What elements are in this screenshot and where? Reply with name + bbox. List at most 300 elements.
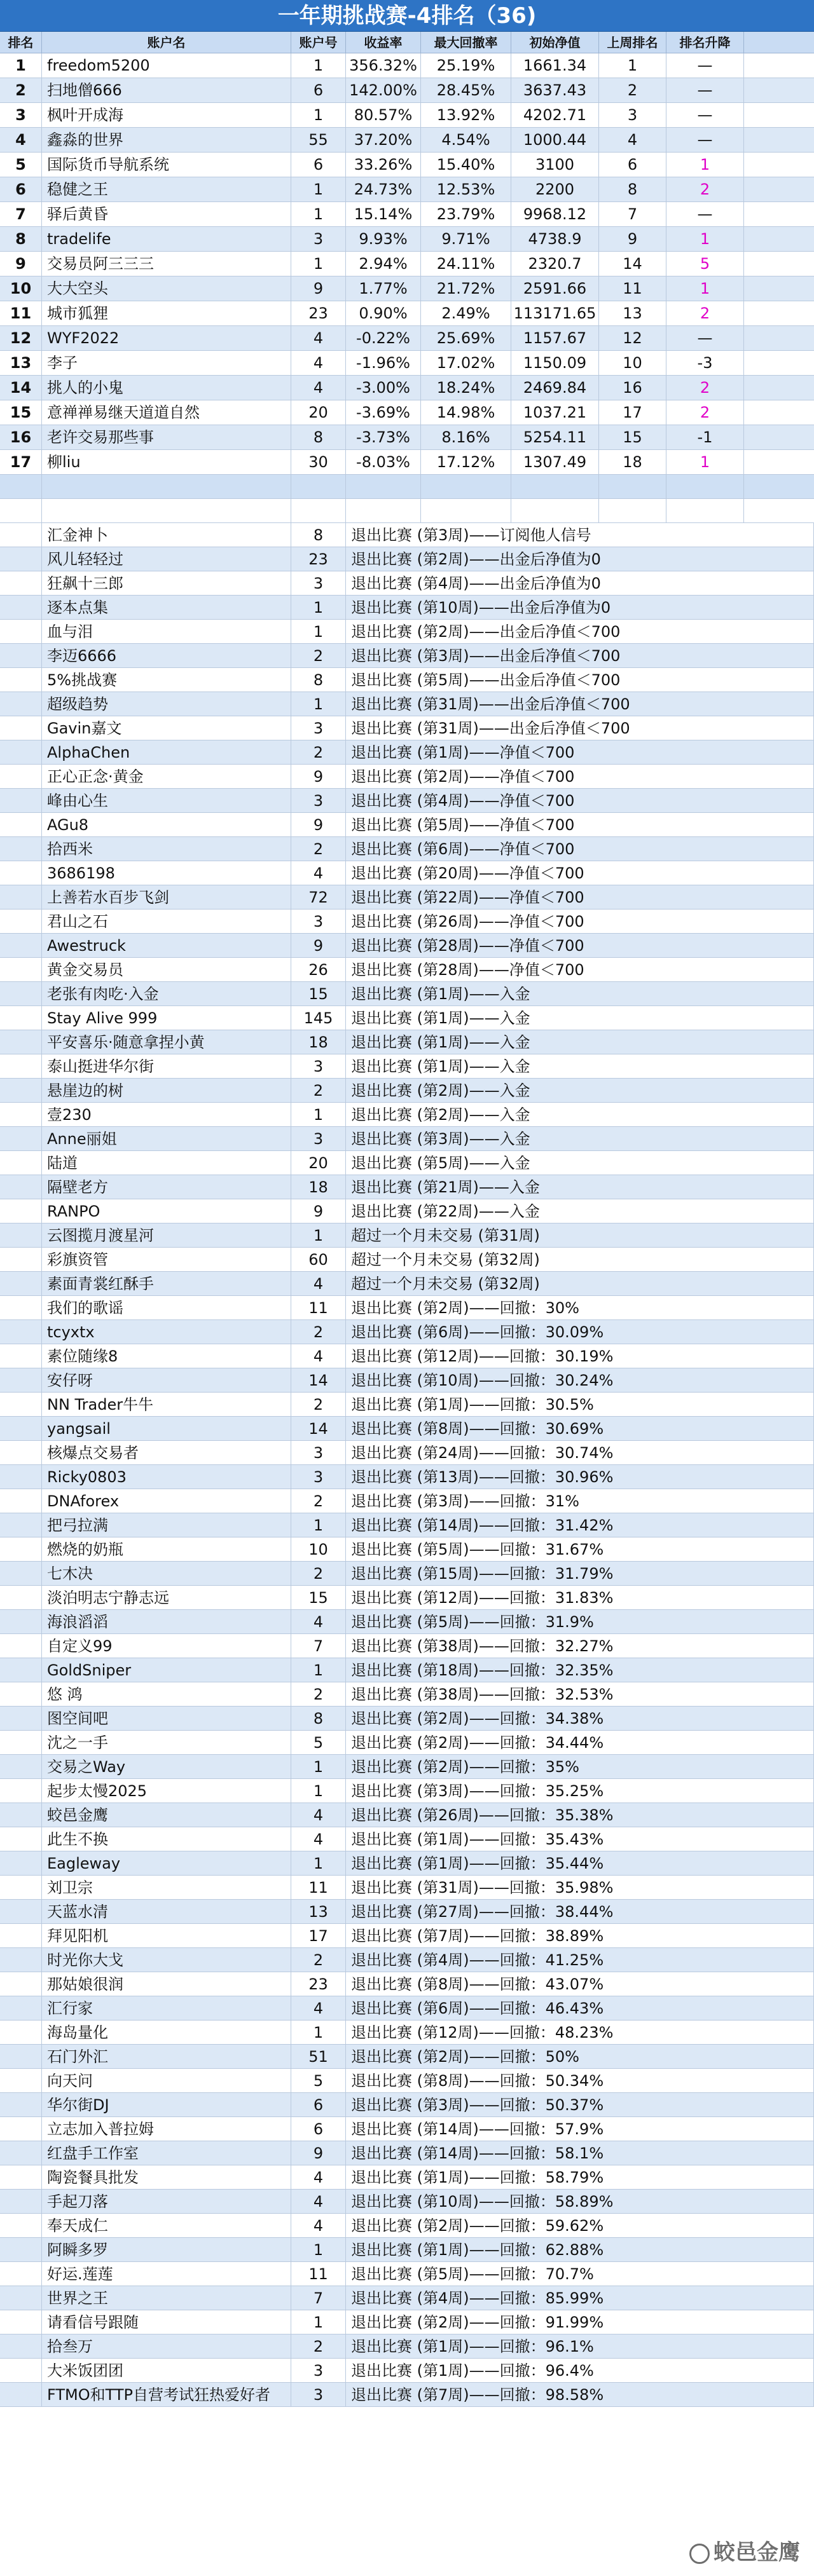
exit-reason-cell: 退出比赛 (第1周)——回撤：96.4% <box>346 2359 814 2382</box>
exit-row <box>0 2383 814 2407</box>
exit-reason-cell: 退出比赛 (第22周)——入金 <box>346 1199 814 1223</box>
rank-change-cell: — <box>666 53 744 78</box>
return-rate-cell: 9.93% <box>346 227 421 251</box>
exit-reason-cell: 退出比赛 (第15周)——回撤：31.79% <box>346 1562 814 1585</box>
exit-account-id-cell: 20 <box>291 1151 346 1175</box>
account-id-cell: 1 <box>291 103 346 127</box>
return-rate-cell: -3.69% <box>346 400 421 425</box>
exit-reason-cell: 退出比赛 (第6周)——回撤：46.43% <box>346 1996 814 2020</box>
exit-row <box>0 1079 814 1103</box>
exit-account-id-cell: 18 <box>291 1030 346 1054</box>
account-name-cell: 驿后黄昏 <box>42 202 291 226</box>
exit-rank-cell <box>0 813 42 836</box>
last-week-rank-cell: 17 <box>599 400 666 425</box>
return-rate-cell: 2.94% <box>346 252 421 276</box>
exit-reason-cell: 退出比赛 (第18周)——回撤：32.35% <box>346 1658 814 1682</box>
exit-account-name-cell: 刘卫宗 <box>42 1876 291 1899</box>
last-week-rank-cell: 4 <box>599 128 666 152</box>
rank-cell: 13 <box>0 351 42 375</box>
exit-account-id-cell: 4 <box>291 861 346 885</box>
max-drawdown-cell: 21.72% <box>421 276 511 301</box>
exit-rank-cell <box>0 1223 42 1247</box>
exit-row <box>0 1103 814 1127</box>
return-rate-cell: 0.90% <box>346 301 421 325</box>
exit-account-name-cell: 正心正念·黄金 <box>42 765 291 788</box>
exit-row <box>0 934 814 958</box>
exit-reason-cell: 退出比赛 (第31周)——回撤：35.98% <box>346 1876 814 1899</box>
exit-row <box>0 1755 814 1779</box>
exit-account-name-cell: 核爆点交易者 <box>42 1441 291 1464</box>
exit-row <box>0 1006 814 1030</box>
initial-nav-cell: 2320.7 <box>511 252 599 276</box>
exit-reason-cell: 退出比赛 (第2周)——净值＜700 <box>346 765 814 788</box>
exit-row <box>0 1827 814 1851</box>
initial-nav-cell: 113171.65 <box>511 301 599 325</box>
exit-row <box>0 692 814 716</box>
exit-account-id-cell: 3 <box>291 571 346 595</box>
exit-row <box>0 1272 814 1296</box>
exit-rank-cell <box>0 692 42 716</box>
exit-account-name-cell: 海浪滔滔 <box>42 1610 291 1633</box>
exit-rank-cell <box>0 789 42 812</box>
exit-reason-cell: 退出比赛 (第4周)——回撤：41.25% <box>346 1948 814 1972</box>
exit-account-id-cell: 11 <box>291 1876 346 1899</box>
header-initial-nav: 初始净值 <box>511 32 599 53</box>
exit-account-name-cell: 素面青裳红酥手 <box>42 1272 291 1295</box>
exit-reason-cell: 退出比赛 (第1周)——回撤：62.88% <box>346 2238 814 2261</box>
exit-account-id-cell: 7 <box>291 1634 346 1658</box>
initial-nav-cell: 3637.43 <box>511 78 599 102</box>
exit-account-id-cell: 2 <box>291 1948 346 1972</box>
exit-reason-cell: 退出比赛 (第1周)——入金 <box>346 982 814 1005</box>
initial-nav-cell: 1157.67 <box>511 326 599 350</box>
exit-row <box>0 1513 814 1537</box>
exit-account-id-cell: 8 <box>291 668 346 692</box>
exit-row <box>0 644 814 668</box>
exit-reason-cell: 退出比赛 (第1周)——入金 <box>346 1054 814 1078</box>
rank-change-cell: 5 <box>666 252 744 276</box>
rank-cell: 8 <box>0 227 42 251</box>
exit-account-name-cell: 泰山挺进华尔街 <box>42 1054 291 1078</box>
exit-reason-cell: 退出比赛 (第1周)——回撤：35.43% <box>346 1827 814 1851</box>
exit-reason-cell: 退出比赛 (第1周)——入金 <box>346 1030 814 1054</box>
exit-account-name-cell: 平安喜乐·随意拿捏小黄 <box>42 1030 291 1054</box>
exit-reason-cell: 退出比赛 (第2周)——回撤：30% <box>346 1296 814 1319</box>
exit-row <box>0 1682 814 1707</box>
rank-change-cell: 1 <box>666 227 744 251</box>
rank-change-cell: 1 <box>666 450 744 474</box>
exit-reason-cell: 退出比赛 (第1周)——回撤：96.1% <box>346 2334 814 2358</box>
exit-account-name-cell: 拜见阳机 <box>42 1924 291 1947</box>
table-row <box>0 400 814 425</box>
exit-account-name-cell: 逐本点集 <box>42 596 291 619</box>
exit-row <box>0 765 814 789</box>
exit-row <box>0 668 814 692</box>
account-name-cell: 挑人的小鬼 <box>42 376 291 400</box>
exit-row <box>0 2117 814 2141</box>
exit-account-id-cell: 4 <box>291 1344 346 1368</box>
max-drawdown-cell: 25.69% <box>421 326 511 350</box>
rank-change-cell: 1 <box>666 276 744 301</box>
exit-row <box>0 1924 814 1948</box>
exit-account-name-cell: 隔壁老方 <box>42 1175 291 1199</box>
exit-account-name-cell: 阿瞬多罗 <box>42 2238 291 2261</box>
exit-account-id-cell: 9 <box>291 934 346 957</box>
exit-reason-cell: 退出比赛 (第20周)——净值＜700 <box>346 861 814 885</box>
header-rank: 排名 <box>0 32 42 53</box>
exit-row <box>0 2286 814 2310</box>
return-rate-cell: -8.03% <box>346 450 421 474</box>
exit-account-name-cell: 汇金神卜 <box>42 523 291 547</box>
account-name-cell: 国际货币导航系统 <box>42 153 291 177</box>
exit-rank-cell <box>0 2045 42 2068</box>
last-week-rank-cell: 14 <box>599 252 666 276</box>
table-row <box>0 376 814 400</box>
rank-change-cell: — <box>666 103 744 127</box>
exit-account-name-cell: Gavin嘉文 <box>42 716 291 740</box>
exit-rank-cell <box>0 1562 42 1585</box>
exit-account-id-cell: 3 <box>291 2383 346 2406</box>
exit-row <box>0 1151 814 1175</box>
exit-account-id-cell: 9 <box>291 1199 346 1223</box>
exit-account-id-cell: 60 <box>291 1248 346 1271</box>
exit-rank-cell <box>0 1272 42 1295</box>
rank-change-cell: 2 <box>666 376 744 400</box>
account-id-cell: 1 <box>291 53 346 78</box>
account-name-cell: 扫地僧666 <box>42 78 291 102</box>
exit-reason-cell: 退出比赛 (第3周)——回撤：31% <box>346 1489 814 1513</box>
exit-reason-cell: 退出比赛 (第2周)——出金后净值为0 <box>346 547 814 571</box>
exit-row <box>0 1876 814 1900</box>
exit-row <box>0 885 814 910</box>
exit-row <box>0 1320 814 1344</box>
exit-account-id-cell: 1 <box>291 1755 346 1778</box>
table-row <box>0 53 814 78</box>
exit-reason-cell: 退出比赛 (第3周)——出金后净值＜700 <box>346 644 814 667</box>
return-rate-cell: 80.57% <box>346 103 421 127</box>
last-week-rank-cell: 13 <box>599 301 666 325</box>
exit-rank-cell <box>0 1006 42 1030</box>
exit-account-name-cell: 海岛量化 <box>42 2021 291 2044</box>
initial-nav-cell: 2200 <box>511 177 599 201</box>
rank-change-cell: — <box>666 128 744 152</box>
exit-account-name-cell: 淡泊明志宁静志远 <box>42 1586 291 1609</box>
exit-rank-cell <box>0 2359 42 2382</box>
exit-row <box>0 2262 814 2286</box>
exit-account-name-cell: 黄金交易员 <box>42 958 291 981</box>
initial-nav-cell: 2469.84 <box>511 376 599 400</box>
exit-rank-cell <box>0 620 42 643</box>
account-name-cell: 李子 <box>42 351 291 375</box>
exit-rank-cell <box>0 1489 42 1513</box>
exit-reason-cell: 退出比赛 (第7周)——回撤：98.58% <box>346 2383 814 2406</box>
exit-rank-cell <box>0 1175 42 1199</box>
header-account-id: 账户号 <box>291 32 346 53</box>
table-row <box>0 351 814 376</box>
exit-row <box>0 1054 814 1079</box>
exit-rank-cell <box>0 1030 42 1054</box>
exit-row <box>0 2359 814 2383</box>
exit-rank-cell <box>0 1924 42 1947</box>
exit-row <box>0 1175 814 1199</box>
table-row <box>0 301 814 326</box>
exit-reason-cell: 退出比赛 (第3周)——回撤：35.25% <box>346 1779 814 1803</box>
exit-reason-cell: 超过一个月未交易 (第32周) <box>346 1272 814 1295</box>
table-row <box>0 78 814 103</box>
exit-row <box>0 1344 814 1368</box>
exit-row <box>0 958 814 982</box>
rank-change-cell: -3 <box>666 351 744 375</box>
exit-rank-cell <box>0 668 42 692</box>
exit-rank-cell <box>0 1803 42 1827</box>
exit-account-id-cell: 13 <box>291 1900 346 1923</box>
exit-row <box>0 620 814 644</box>
exit-account-name-cell: Awestruck <box>42 934 291 957</box>
exit-row <box>0 1731 814 1755</box>
exit-rank-cell <box>0 1827 42 1851</box>
exit-rank-cell <box>0 885 42 909</box>
exit-rank-cell <box>0 2141 42 2165</box>
exit-rank-cell <box>0 958 42 981</box>
exit-account-id-cell: 23 <box>291 1972 346 1996</box>
exit-account-name-cell: 陆道 <box>42 1151 291 1175</box>
account-name-cell: tradelife <box>42 227 291 251</box>
last-week-rank-cell: 16 <box>599 376 666 400</box>
exit-account-name-cell: 大米饭团团 <box>42 2359 291 2382</box>
max-drawdown-cell: 23.79% <box>421 202 511 226</box>
exit-account-id-cell: 2 <box>291 2334 346 2358</box>
exit-account-id-cell: 1 <box>291 1779 346 1803</box>
rank-cell: 3 <box>0 103 42 127</box>
exit-account-name-cell: Eagleway <box>42 1851 291 1875</box>
max-drawdown-cell: 13.92% <box>421 103 511 127</box>
exit-row <box>0 1441 814 1465</box>
exit-rank-cell <box>0 1393 42 1416</box>
exit-account-id-cell: 1 <box>291 2021 346 2044</box>
exit-reason-cell: 退出比赛 (第3周)——订阅他人信号 <box>346 523 814 547</box>
exit-row <box>0 1417 814 1441</box>
exit-account-id-cell: 145 <box>291 1006 346 1030</box>
exit-account-id-cell: 3 <box>291 1441 346 1464</box>
exit-rank-cell <box>0 1417 42 1440</box>
table-row <box>0 202 814 227</box>
account-name-cell: WYF2022 <box>42 326 291 350</box>
table-spacer <box>0 475 814 499</box>
exit-account-id-cell: 11 <box>291 1296 346 1319</box>
rank-cell: 5 <box>0 153 42 177</box>
exit-account-id-cell: 3 <box>291 1127 346 1150</box>
exit-reason-cell: 退出比赛 (第5周)——回撤：70.7% <box>346 2262 814 2286</box>
initial-nav-cell: 1661.34 <box>511 53 599 78</box>
exit-rank-cell <box>0 523 42 547</box>
return-rate-cell: -1.96% <box>346 351 421 375</box>
exit-account-name-cell: AGu8 <box>42 813 291 836</box>
rank-cell: 1 <box>0 53 42 78</box>
exit-rank-cell <box>0 1682 42 1706</box>
exit-rank-cell <box>0 2334 42 2358</box>
initial-nav-cell: 2591.66 <box>511 276 599 301</box>
exit-account-id-cell: 3 <box>291 1054 346 1078</box>
last-week-rank-cell: 12 <box>599 326 666 350</box>
exit-account-name-cell: 起步太慢2025 <box>42 1779 291 1803</box>
exit-rank-cell <box>0 1441 42 1464</box>
exit-account-id-cell: 2 <box>291 644 346 667</box>
exit-account-id-cell: 3 <box>291 1465 346 1489</box>
exit-account-name-cell: 李迈6666 <box>42 644 291 667</box>
account-id-cell: 8 <box>291 425 346 449</box>
exit-reason-cell: 退出比赛 (第2周)——入金 <box>346 1103 814 1126</box>
exit-account-name-cell: 拾西米 <box>42 837 291 861</box>
exit-account-name-cell: 手起刀落 <box>42 2190 291 2213</box>
exit-rank-cell <box>0 547 42 571</box>
exit-row <box>0 2238 814 2262</box>
exit-reason-cell: 退出比赛 (第4周)——净值＜700 <box>346 789 814 812</box>
exit-account-id-cell: 4 <box>291 1827 346 1851</box>
last-week-rank-cell: 10 <box>599 351 666 375</box>
exit-account-name-cell: 把弓拉满 <box>42 1513 291 1537</box>
exit-account-id-cell: 18 <box>291 1175 346 1199</box>
rank-cell: 6 <box>0 177 42 201</box>
exit-reason-cell: 退出比赛 (第10周)——回撤：30.24% <box>346 1368 814 1392</box>
account-id-cell: 20 <box>291 400 346 425</box>
exit-account-id-cell: 1 <box>291 1103 346 1126</box>
account-name-cell: 大大空头 <box>42 276 291 301</box>
exit-account-name-cell: 安仔呀 <box>42 1368 291 1392</box>
exit-account-name-cell: 自定义99 <box>42 1634 291 1658</box>
exit-row <box>0 1586 814 1610</box>
table-row <box>0 326 814 351</box>
table-row <box>0 227 814 252</box>
exit-row <box>0 982 814 1006</box>
exit-account-name-cell: GoldSniper <box>42 1658 291 1682</box>
exit-account-name-cell: 5%挑战赛 <box>42 668 291 692</box>
max-drawdown-cell: 12.53% <box>421 177 511 201</box>
ranking-table <box>0 53 814 475</box>
exit-account-id-cell: 5 <box>291 1731 346 1754</box>
exit-account-id-cell: 2 <box>291 1489 346 1513</box>
rank-change-cell: — <box>666 78 744 102</box>
exit-account-id-cell: 4 <box>291 1996 346 2020</box>
exit-rank-cell <box>0 1707 42 1730</box>
exit-row <box>0 1127 814 1151</box>
exit-account-id-cell: 15 <box>291 1586 346 1609</box>
watermark-text: 蛟邑金鹰 <box>714 2540 800 2565</box>
account-id-cell: 9 <box>291 276 346 301</box>
initial-nav-cell: 4738.9 <box>511 227 599 251</box>
exit-account-name-cell: yangsail <box>42 1417 291 1440</box>
exit-rank-cell <box>0 1199 42 1223</box>
last-week-rank-cell: 7 <box>599 202 666 226</box>
exit-reason-cell: 退出比赛 (第5周)——回撤：31.67% <box>346 1537 814 1561</box>
exit-reason-cell: 退出比赛 (第10周)——出金后净值为0 <box>346 596 814 619</box>
exit-account-id-cell: 4 <box>291 1272 346 1295</box>
exit-row <box>0 1851 814 1876</box>
exit-reason-cell: 退出比赛 (第26周)——净值＜700 <box>346 910 814 933</box>
exit-reason-cell: 退出比赛 (第1周)——回撤：30.5% <box>346 1393 814 1416</box>
exit-account-id-cell: 3 <box>291 789 346 812</box>
exit-account-name-cell: 3686198 <box>42 861 291 885</box>
account-name-cell: freedom5200 <box>42 53 291 78</box>
exit-rank-cell <box>0 1972 42 1996</box>
exit-row <box>0 2069 814 2093</box>
exit-rank-cell <box>0 2165 42 2189</box>
exit-account-id-cell: 26 <box>291 958 346 981</box>
exit-reason-cell: 退出比赛 (第14周)——回撤：57.9% <box>346 2117 814 2141</box>
exit-account-name-cell: 图空间吧 <box>42 1707 291 1730</box>
exit-rank-cell <box>0 1634 42 1658</box>
exit-rank-cell <box>0 2238 42 2261</box>
rank-cell: 17 <box>0 450 42 474</box>
exit-account-id-cell: 6 <box>291 2093 346 2116</box>
exit-row <box>0 1634 814 1658</box>
exit-reason-cell: 退出比赛 (第6周)——净值＜700 <box>346 837 814 861</box>
exit-account-name-cell: 汇行家 <box>42 1996 291 2020</box>
exit-reason-cell: 退出比赛 (第38周)——回撤：32.53% <box>346 1682 814 1706</box>
exit-account-name-cell: FTMO和TTP自营考试狂热爱好者 <box>42 2383 291 2406</box>
exit-row <box>0 1658 814 1682</box>
exit-reason-cell: 退出比赛 (第31周)——出金后净值＜700 <box>346 716 814 740</box>
exit-account-name-cell: tcyxtx <box>42 1320 291 1344</box>
exit-reason-cell: 退出比赛 (第5周)——出金后净值＜700 <box>346 668 814 692</box>
exit-account-name-cell: 陶瓷餐具批发 <box>42 2165 291 2189</box>
exit-row <box>0 1489 814 1513</box>
exit-account-id-cell: 4 <box>291 2165 346 2189</box>
max-drawdown-cell: 14.98% <box>421 400 511 425</box>
exit-account-name-cell: 华尔街DJ <box>42 2093 291 2116</box>
exit-reason-cell: 退出比赛 (第21周)——入金 <box>346 1175 814 1199</box>
table-row <box>0 103 814 128</box>
exit-reason-cell: 退出比赛 (第31周)——出金后净值＜700 <box>346 692 814 716</box>
exit-row <box>0 1537 814 1562</box>
exit-reason-cell: 退出比赛 (第13周)——回撤：30.96% <box>346 1465 814 1489</box>
header-last-week-rank: 上周排名 <box>599 32 666 53</box>
exit-row <box>0 2334 814 2359</box>
exit-row <box>0 740 814 765</box>
exit-account-name-cell: RANPO <box>42 1199 291 1223</box>
account-name-cell: 城市狐狸 <box>42 301 291 325</box>
table-spacer <box>0 499 814 523</box>
exit-account-id-cell: 2 <box>291 740 346 764</box>
account-id-cell: 4 <box>291 376 346 400</box>
max-drawdown-cell: 2.49% <box>421 301 511 325</box>
exit-reason-cell: 退出比赛 (第14周)——回撤：58.1% <box>346 2141 814 2165</box>
rank-change-cell: 2 <box>666 177 744 201</box>
exit-account-name-cell: 七木决 <box>42 1562 291 1585</box>
exit-account-id-cell: 1 <box>291 692 346 716</box>
exit-row <box>0 789 814 813</box>
exit-row <box>0 1803 814 1827</box>
exit-account-id-cell: 1 <box>291 2238 346 2261</box>
rank-cell: 4 <box>0 128 42 152</box>
exit-reason-cell: 退出比赛 (第12周)——回撤：48.23% <box>346 2021 814 2044</box>
table-row <box>0 153 814 177</box>
exit-account-name-cell: Anne丽姐 <box>42 1127 291 1150</box>
exit-rank-cell <box>0 1103 42 1126</box>
rank-cell: 9 <box>0 252 42 276</box>
exit-row <box>0 523 814 547</box>
exit-row <box>0 547 814 571</box>
exit-reason-cell: 退出比赛 (第5周)——净值＜700 <box>346 813 814 836</box>
table-row <box>0 276 814 301</box>
exit-account-name-cell: 红盘手工作室 <box>42 2141 291 2165</box>
exit-account-id-cell: 2 <box>291 1393 346 1416</box>
exit-account-name-cell: 峰由心生 <box>42 789 291 812</box>
exit-account-id-cell: 6 <box>291 2117 346 2141</box>
exit-account-name-cell: Stay Alive 999 <box>42 1006 291 1030</box>
exit-account-name-cell: 立志加入普拉姆 <box>42 2117 291 2141</box>
exit-account-name-cell: 燃烧的奶瓶 <box>42 1537 291 1561</box>
exit-rank-cell <box>0 1368 42 1392</box>
